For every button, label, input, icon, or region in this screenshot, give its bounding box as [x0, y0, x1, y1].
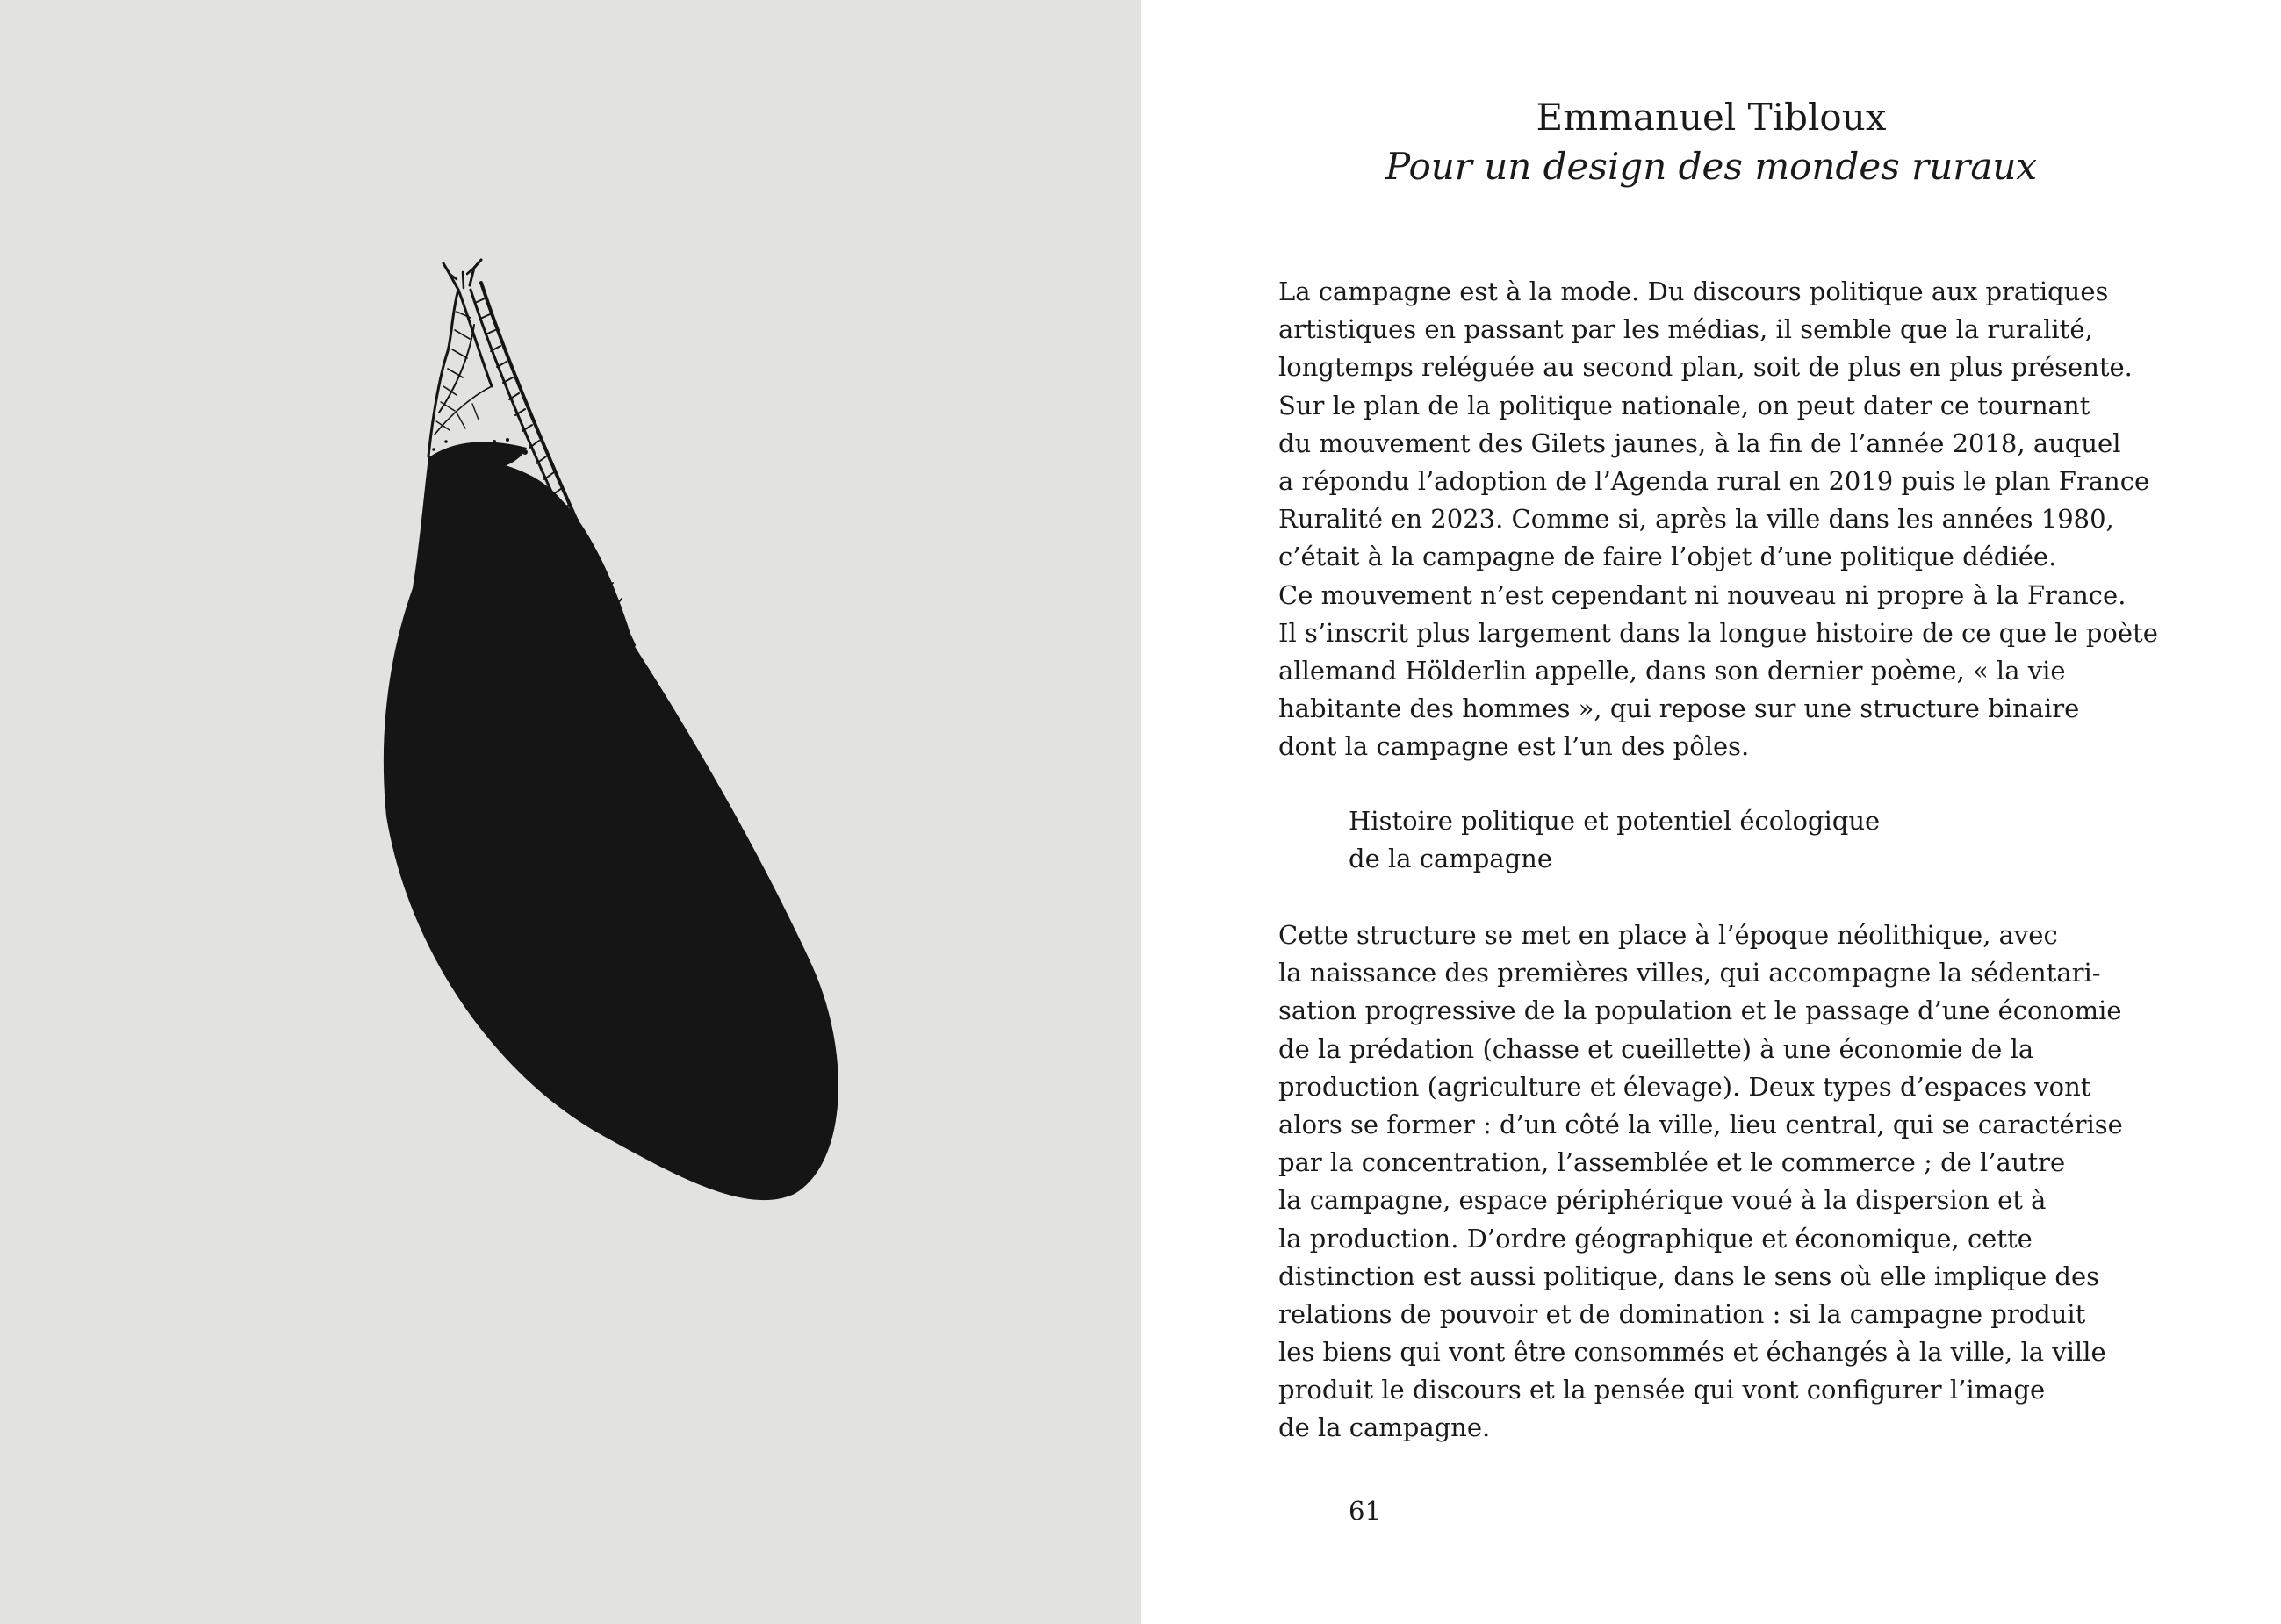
- text-line: distinction est aussi politique, dans le sens où elle implique des: [1278, 1261, 2100, 1291]
- chapter-title: Pour un design des mondes ruraux: [1385, 145, 2038, 188]
- text-line: alors se former : d’un côté la ville, lieu central, qui se caractérise: [1278, 1109, 2123, 1139]
- text-line: Il s’inscrit plus largement dans la longue histoire de ce que le poète: [1278, 617, 2158, 648]
- text-line: c’était à la campagne de faire l’objet d’une politique dédiée.: [1278, 542, 2057, 572]
- text-line: La campagne est à la mode. Du discours politique aux pratiques: [1278, 277, 2109, 306]
- page-number: 61: [1349, 1496, 1381, 1526]
- text-line: artistiques en passant par les médias, il semble que la ruralité,: [1278, 314, 2093, 345]
- text-line: a répondu l’adoption de l’Agenda rural en 2019 puis le plan France: [1278, 465, 2150, 496]
- text-line: production (agriculture et élevage). Deux types d’espaces vont: [1278, 1071, 2091, 1102]
- text-line: Sur le plan de la politique nationale, on peut dater ce tournant: [1278, 390, 2090, 420]
- heading-line: Histoire politique et potentiel écologique: [1349, 806, 1881, 836]
- text-line: allemand Hölderlin appelle, dans son dernier poème, « la vie: [1278, 655, 2066, 686]
- text-line: les biens qui vont être consommés et échangés à la ville, la ville: [1278, 1337, 2106, 1368]
- text-line: de la prédation (chasse et cueillette) à une économie de la: [1278, 1033, 2034, 1064]
- text-line: la campagne, espace périphérique voué à la dispersion et à: [1278, 1185, 2047, 1216]
- text-line: de la campagne.: [1278, 1412, 1491, 1443]
- text-line: par la concentration, l’assemblée et le commerce ; de l’autre: [1278, 1147, 2066, 1178]
- text-line: produit le discours et la pensée qui vont configurer l’image: [1278, 1375, 2046, 1405]
- text-line: du mouvement des Gilets jaunes, à la fin de l’année 2018, auquel: [1278, 428, 2121, 458]
- text-line: la production. D’ordre géographique et économique, cette: [1278, 1223, 2033, 1254]
- body-paragraph: [1278, 916, 2156, 1448]
- heading-line: de la campagne: [1349, 844, 1553, 874]
- text-line: habitante des hommes », qui repose sur une structure binaire: [1278, 693, 2080, 724]
- text-line: longtemps reléguée au second plan, soit de plus en plus présente.: [1278, 352, 2133, 383]
- text-line: relations de pouvoir et de domination : si la campagne produit: [1278, 1298, 2086, 1329]
- text-line: dont la campagne est l’un des pôles.: [1278, 731, 1750, 762]
- text-line: Ce mouvement n’est cependant ni nouveau ni propre à la France.: [1278, 579, 2126, 610]
- text-page: [1141, 0, 2281, 1624]
- text-line: Cette structure se met en place à l’époque néolithique, avec: [1278, 920, 2058, 950]
- text-line: la naissance des premières villes, qui accompagne la sédentari-: [1278, 958, 2101, 988]
- author-name: Emmanuel Tibloux: [1536, 96, 1887, 139]
- text-line: Ruralité en 2023. Comme si, après la ville dans les années 1980,: [1278, 504, 2114, 535]
- intro-paragraph: [1278, 273, 2156, 765]
- wing-dark-body: [384, 456, 838, 1200]
- text-line: sation progressive de la population et le passage d’une économie: [1278, 995, 2122, 1026]
- section-heading: [1349, 802, 2227, 878]
